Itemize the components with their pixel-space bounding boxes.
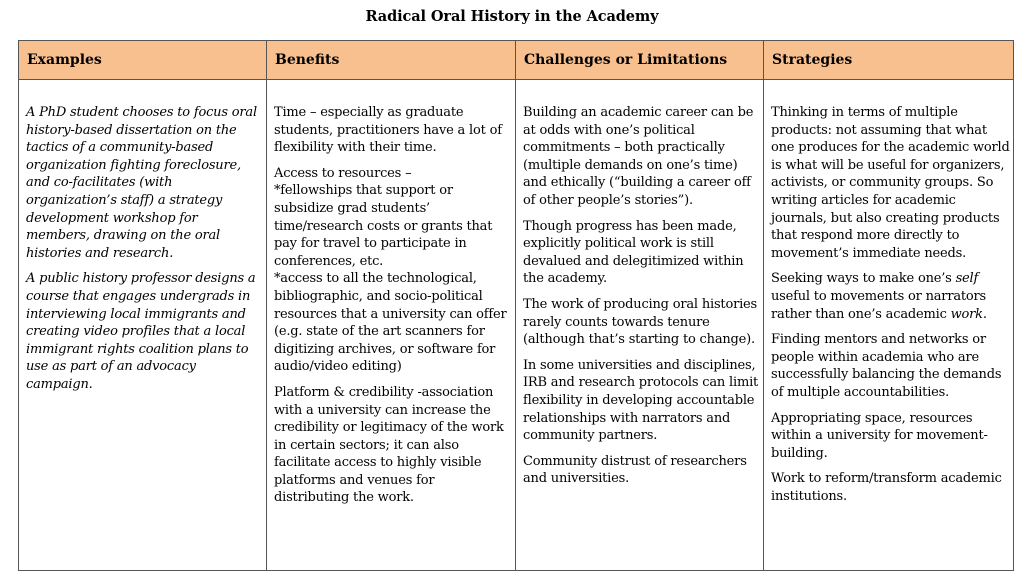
benefit-platform: Platform & credibility -association with a university can increase the credibility or legitimacy of the work in certain sectors; it can also facilitate access to highly visible platforms and venues for distributing the work.: [274, 384, 504, 506]
strategy-item: Work to reform/transform academic institutions.: [771, 471, 1002, 504]
benefits-cell: [267, 80, 516, 571]
header-strategies: Strategies: [764, 41, 1014, 80]
benefit-time: Time – especially as graduate students, practitioners have a lot of flexibility with their time.: [274, 105, 502, 156]
benefit-resources-item: *fellowships that support or subsidize grad students’ time/research costs or grants that pay for travel to participate in conferences, etc.: [274, 183, 493, 269]
benefit-resources-item: *access to all the technological, bibliographic, and socio-political resources that a university can offer (e.g. state of the art scanners for digitizing archives, or software for audio/video editing): [274, 271, 507, 375]
strategy-item: Appropriating space, resources within a university for movement-building.: [771, 410, 988, 461]
challenge-item: Building an academic career can be at odds with one’s political commitments – both practically (multiple demands on one’s time) and ethically (“building a career off of other people’s stories”).: [523, 105, 754, 208]
examples-cell: [19, 80, 267, 571]
header-row: [19, 41, 1014, 80]
strategy-item: Finding mentors and networks or people within academia who are successfully balancing the demands of multiple accountabilities.: [771, 332, 1002, 400]
content-row: [19, 80, 1014, 571]
strategy-emphasis: work: [950, 306, 983, 322]
strategy-emphasis: self: [955, 271, 979, 287]
header-benefits: Benefits: [267, 41, 516, 80]
strategy-text: .: [982, 306, 987, 322]
header-examples: Examples: [19, 41, 267, 80]
strategy-item: Thinking in terms of multiple products: not assuming that what one produces for the academic world is what will be useful for organizers, activists, or community groups. So writing articles for academic journals, but also creating products that respond more directly to movement’s immediate needs.: [771, 105, 1010, 261]
page-title: Radical Oral History in the Academy: [365, 8, 659, 25]
benefit-resources-heading: Access to resources –: [274, 165, 412, 181]
challenge-item: In some universities and disciplines, IRB and research protocols can limit flexibility in developing accountable relationships with narrators and community partners.: [523, 357, 759, 444]
challenge-item: Though progress has been made, explicitly political work is still devalued and delegitimized within the academy.: [523, 218, 744, 287]
strategy-table: [18, 40, 1014, 571]
strategy-text: useful to movements or narrators rather than one’s academic: [771, 288, 987, 322]
challenge-item: The work of producing oral histories rarely counts towards tenure (although that’s starting to change).: [523, 296, 758, 348]
example-item: A public history professor designs a course that engages undergrads in interviewing local immigrants and creating video profiles that a local immigrant rights coalition plans to use as part of an advocacy campaign.: [26, 271, 256, 392]
challenges-cell: [516, 80, 764, 571]
strategy-text: Seeking ways to make one’s: [771, 271, 956, 287]
header-challenges: Challenges or Limitations: [516, 41, 764, 80]
strategy-item: [771, 270, 1010, 323]
strategies-cell: [764, 80, 1014, 571]
challenge-item: Community distrust of researchers and universities.: [523, 453, 747, 487]
example-item: A PhD student chooses to focus oral history-based dissertation on the tactics of a community-based organization fighting foreclosure, and co-facilitates (with organization’s staff) a strategy development workshop for members, drawing on the oral histories and research.: [26, 105, 257, 261]
